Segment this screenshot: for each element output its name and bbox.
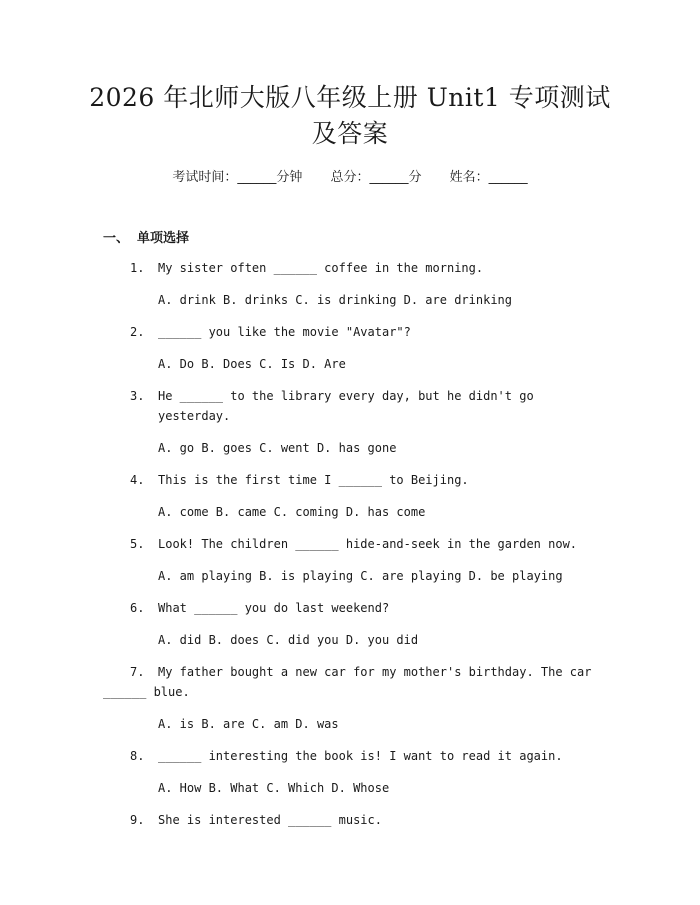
question-number: 7.	[130, 665, 145, 679]
section-title: 单项选择	[137, 231, 190, 246]
question-stem: My sister often ______ coffee in the morning.	[158, 261, 484, 275]
question-options: A. did B. does C. did you D. you did	[158, 633, 419, 647]
question-stem: She is interested ______ music.	[158, 813, 382, 827]
question-options: A. go B. goes C. went D. has gone	[158, 441, 397, 455]
question-options: A. How B. What C. Which D. Whose	[158, 781, 390, 795]
question-number: 4.	[130, 473, 145, 487]
question-item	[0, 662, 700, 746]
question-stem: ______ interesting the book is! I want to read it again.	[158, 749, 563, 763]
title-line-1: 2026 年北师大版八年级上册 Unit1 专项测试	[89, 83, 611, 112]
question-number: 9.	[130, 813, 145, 827]
section-number: 一、	[103, 231, 130, 246]
question-options: A. drink B. drinks C. is drinking D. are drinking	[158, 293, 513, 307]
question-number: 5.	[130, 537, 145, 551]
document-title	[70, 80, 630, 152]
question-number: 1.	[130, 261, 145, 275]
question-item	[0, 322, 700, 386]
question-options: A. is B. are C. am D. was	[158, 717, 339, 731]
question-item	[0, 810, 700, 830]
question-number: 3.	[130, 389, 145, 403]
question-stem: ______ you like the movie "Avatar"?	[158, 325, 411, 339]
exam-meta	[0, 168, 700, 188]
question-stem: What ______ you do last weekend?	[158, 601, 390, 615]
title-line-2: 及答案	[311, 119, 389, 148]
question-item	[0, 470, 700, 534]
question-list	[0, 258, 700, 830]
question-item	[0, 598, 700, 662]
question-stem-continued: ______ blue.	[103, 685, 190, 699]
question-item	[0, 746, 700, 810]
question-stem: This is the first time I ______ to Beijing.	[158, 473, 469, 487]
question-options: A. am playing B. is playing C. are playing D. be playing	[158, 569, 563, 583]
question-options: A. Do B. Does C. Is D. Are	[158, 357, 346, 371]
question-number: 6.	[130, 601, 145, 615]
question-stem: Look! The children ______ hide-and-seek in the garden now.	[158, 537, 578, 551]
question-item	[0, 386, 700, 470]
total-score-label: 总分：______分	[330, 170, 422, 185]
question-number: 2.	[130, 325, 145, 339]
exam-time-label: 考试时间：______分钟	[172, 170, 303, 185]
section-heading	[103, 229, 189, 249]
student-name-label: 姓名：______	[449, 170, 528, 185]
question-item	[0, 534, 700, 598]
question-stem: He ______ to the library every day, but he didn't go yesterday.	[158, 389, 534, 423]
question-item	[0, 258, 700, 322]
question-number: 8.	[130, 749, 145, 763]
question-stem: My father bought a new car for my mother's birthday. The car	[158, 665, 592, 679]
question-options: A. come B. came C. coming D. has come	[158, 505, 426, 519]
